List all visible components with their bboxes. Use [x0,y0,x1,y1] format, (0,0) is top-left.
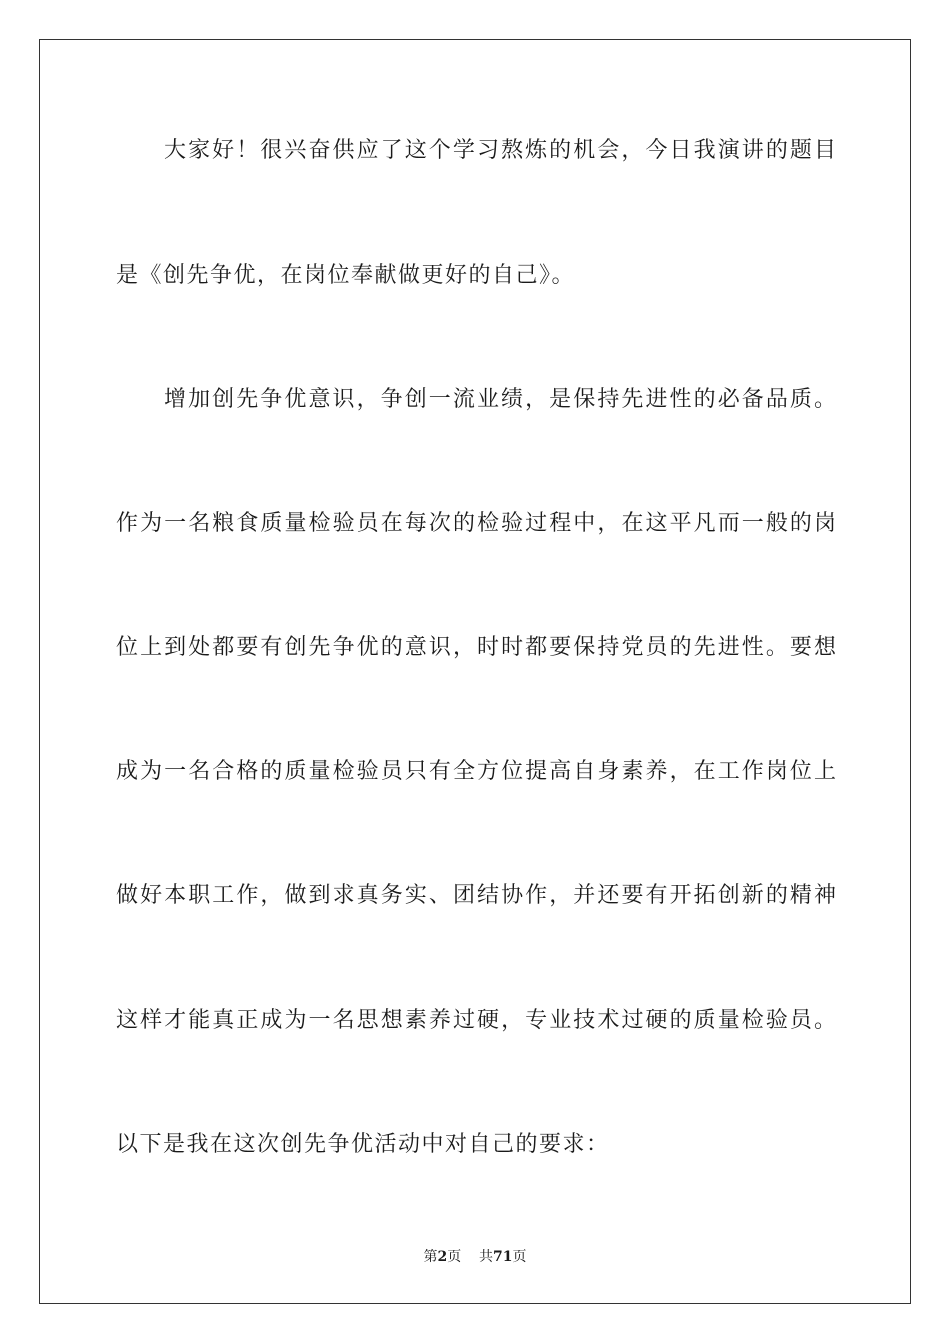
paragraph-line: 增加创先争优意识，争创一流业绩，是保持先进性的必备品质。 [164,387,836,412]
paragraph-line: 作为一名粮食质量检验员在每次的检验过程中，在这平凡而一般的岗 [116,511,836,536]
page-footer [0,1248,950,1266]
total-suffix: 页 [512,1249,527,1265]
paragraph-line: 位上到处都要有创先争优的意识，时时都要保持党员的先进性。要想 [116,635,836,660]
page-frame [39,39,911,1304]
total-prefix: 共 [479,1249,494,1265]
paragraph-line: 是《创先争优，在岗位奉献做更好的自己》。 [116,263,576,288]
page-prefix: 第 [423,1249,438,1265]
paragraph-line: 大家好！很兴奋供应了这个学习熬炼的机会，今日我演讲的题目 [164,138,836,163]
paragraph-line: 成为一名合格的质量检验员只有全方位提高自身素养，在工作岗位上 [116,759,836,784]
page-suffix: 页 [447,1249,462,1265]
paragraph-line: 以下是我在这次创先争优活动中对自己的要求： [116,1132,610,1157]
paragraph-line: 这样才能真正成为一名思想素养过硬，专业技术过硬的质量检验员。 [116,1008,836,1033]
paragraph-line: 做好本职工作，做到求真务实、团结协作，并还要有开拓创新的精神 [116,883,836,908]
total-pages: 71 [493,1249,513,1265]
page-number: 2 [437,1249,448,1265]
